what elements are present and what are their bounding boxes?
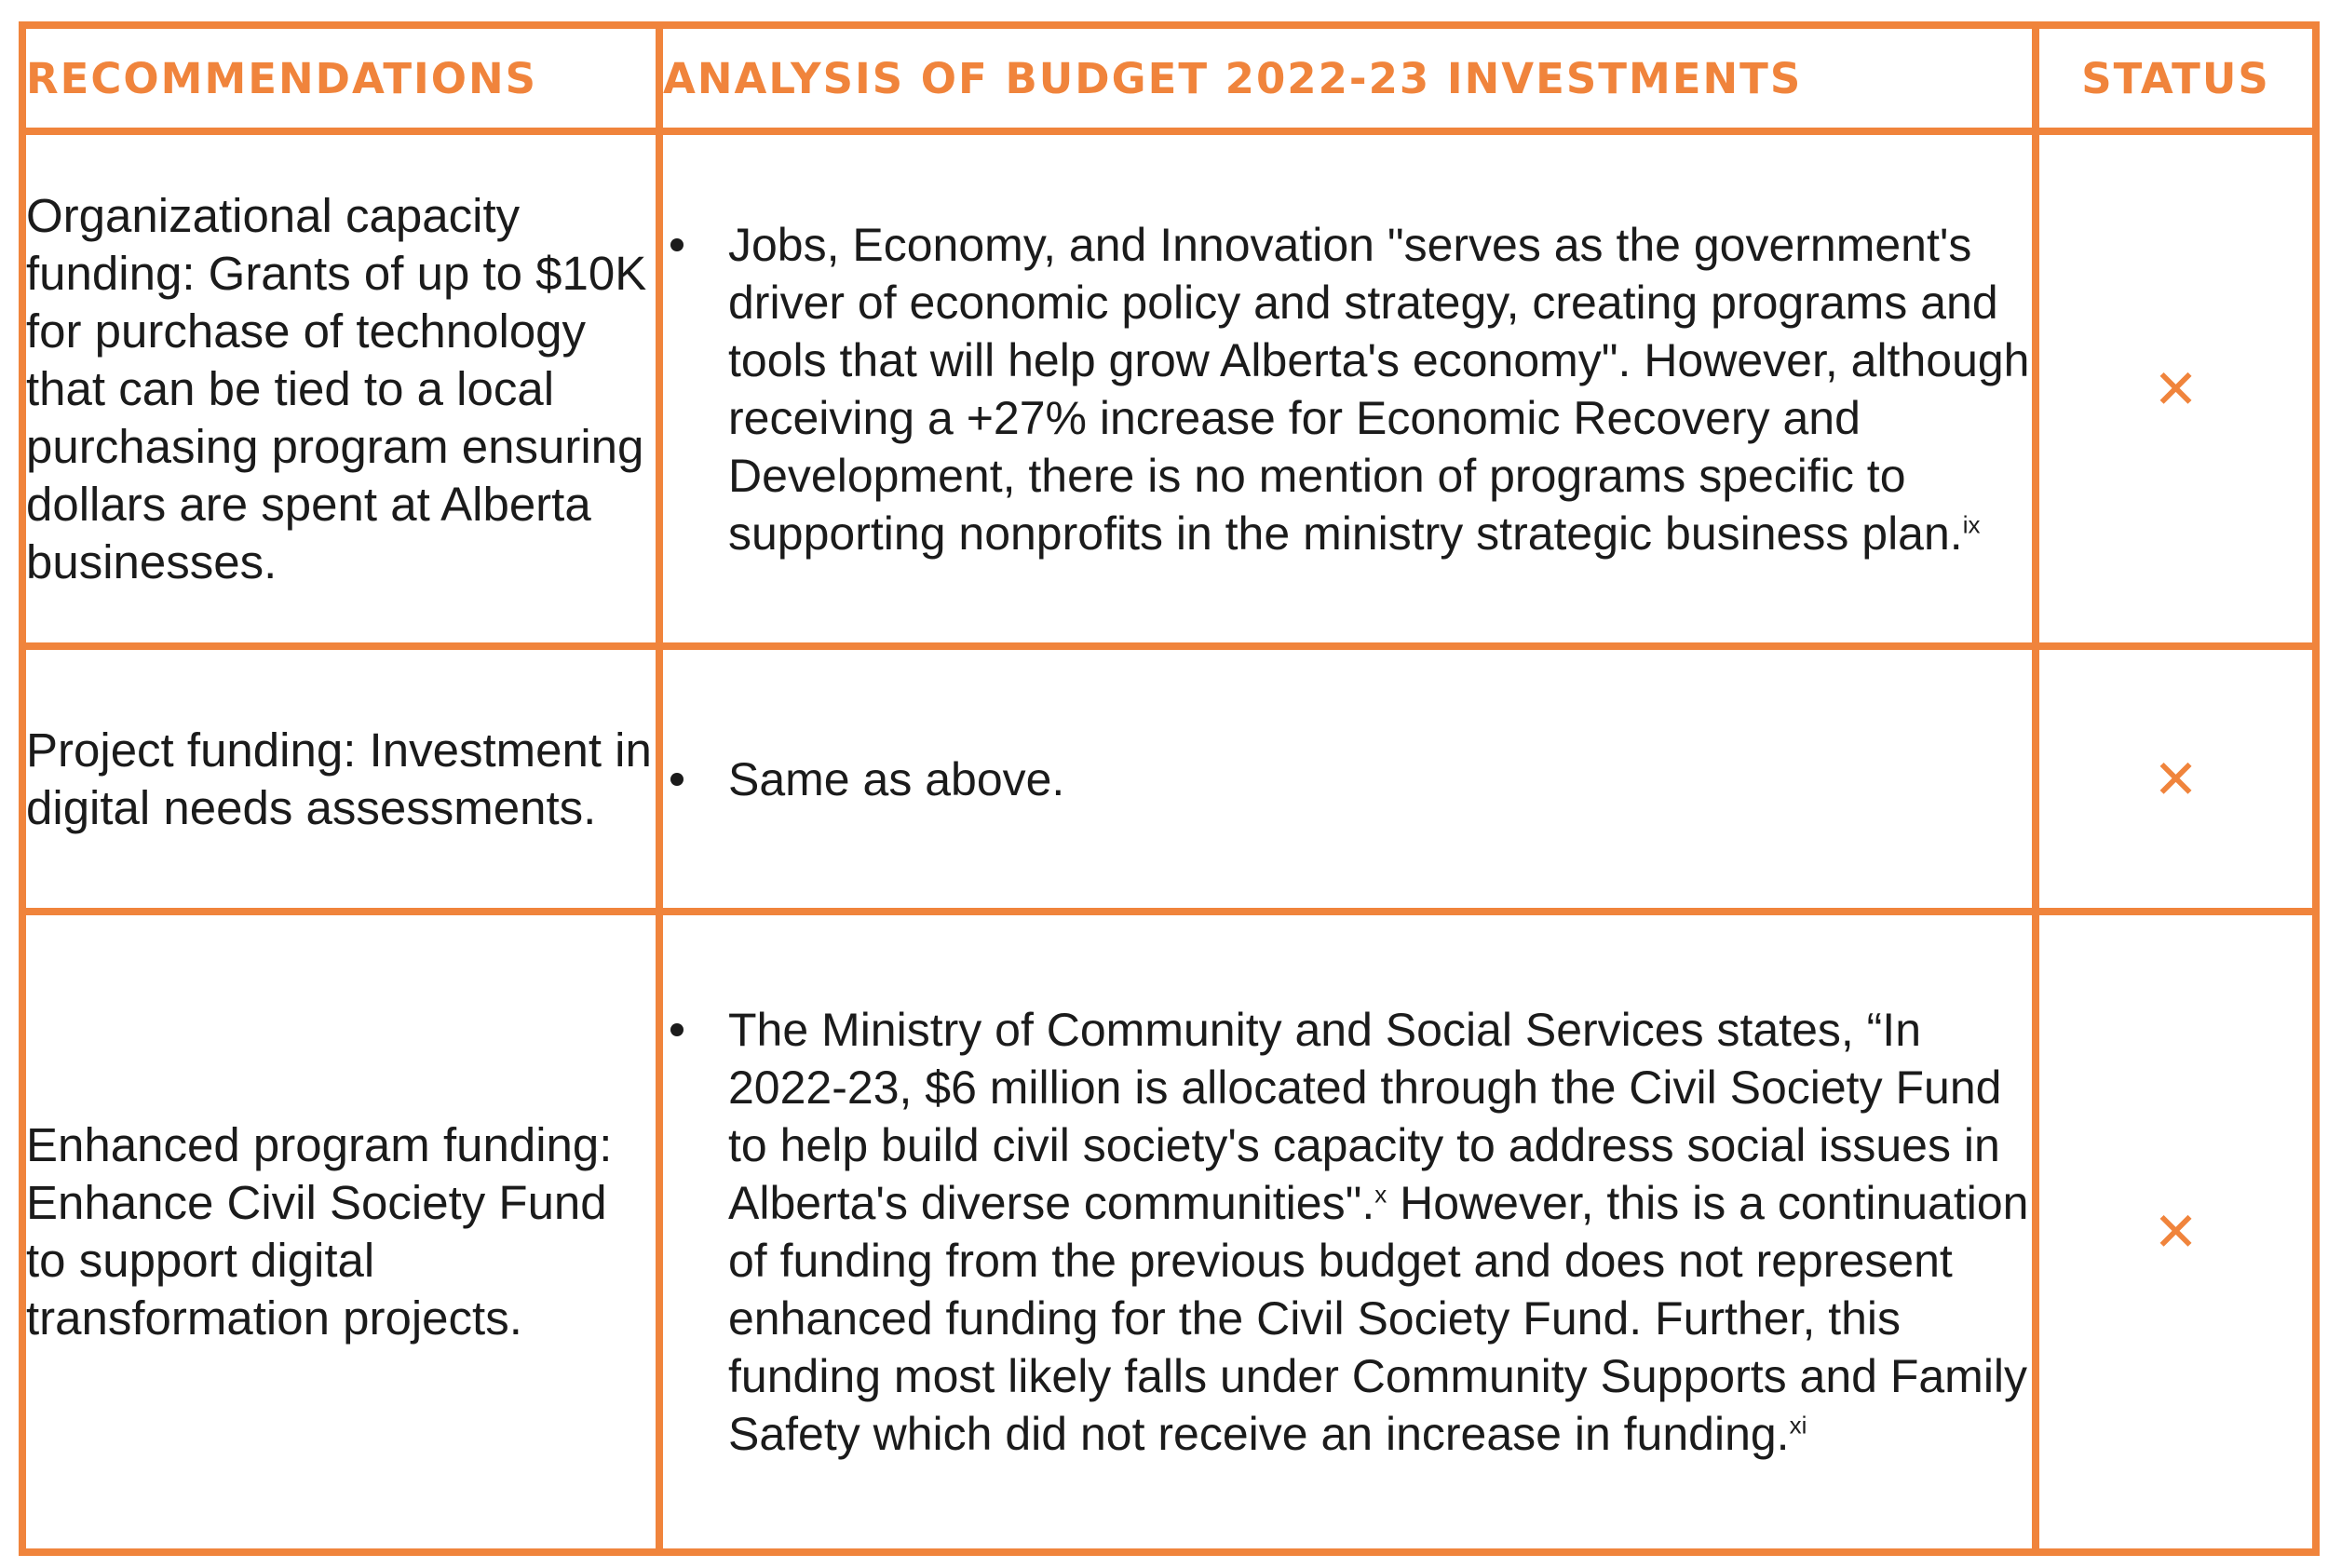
status-cell bbox=[2036, 131, 2316, 646]
analysis-list bbox=[663, 750, 2032, 808]
analysis-list bbox=[663, 216, 2032, 562]
analysis-cell bbox=[659, 912, 2036, 1552]
x-mark-icon: ✕ bbox=[2153, 1200, 2199, 1264]
analysis-text: Same as above. bbox=[728, 752, 1065, 805]
footnote-marker: xi bbox=[1789, 1411, 1807, 1440]
header-recommendations: RECOMMENDATIONS bbox=[22, 25, 659, 131]
analysis-bullet bbox=[663, 1001, 2032, 1463]
table-row bbox=[22, 131, 2316, 646]
status-cell bbox=[2036, 912, 2316, 1552]
recommendation-cell: Project funding: Investment in digital needs assessments. bbox=[22, 646, 659, 912]
analysis-bullet bbox=[663, 750, 2032, 808]
analysis-text-part2: However, this is a continuation of funding from the previous budget and does not represent enhanced funding for the Civil Society Fund. Further, this funding most likely falls under Community Supports and Family Safety which did not receive an increase in funding. bbox=[728, 1177, 2029, 1460]
recommendation-cell: Enhanced program funding: Enhance Civil Society Fund to support digital transformation projects. bbox=[22, 912, 659, 1552]
footnote-marker: x bbox=[1374, 1180, 1387, 1209]
header-status: STATUS bbox=[2036, 25, 2316, 131]
analysis-text-part1: The Ministry of Community and Social Services states, “In 2022-23, $6 million is allocated through the Civil Society Fund to help build civil society's capacity to address social issues in Alberta's diverse communities". bbox=[728, 1004, 2002, 1229]
x-mark-icon: ✕ bbox=[2153, 357, 2199, 421]
bullet-dot-icon bbox=[670, 1023, 684, 1036]
header-analysis: ANALYSIS OF BUDGET 2022-23 INVESTMENTS bbox=[659, 25, 2036, 131]
analysis-cell bbox=[659, 646, 2036, 912]
recommendation-cell: Organizational capacity funding: Grants of up to $10K for purchase of technology that can be tied to a local purchasing program ensuring dollars are spent at Alberta businesses. bbox=[22, 131, 659, 646]
bullet-dot-icon bbox=[670, 238, 684, 251]
analysis-list bbox=[663, 1001, 2032, 1463]
table-row bbox=[22, 646, 2316, 912]
status-cell bbox=[2036, 646, 2316, 912]
x-mark-icon: ✕ bbox=[2153, 747, 2199, 811]
analysis-text: Jobs, Economy, and Innovation "serves as the government's driver of economic policy and strategy, creating programs and tools that will help grow Alberta's economy". However, although receiving a +27% increase for Economic Recovery and Development, there is no mention of programs specific to supporting nonprofits in the ministry strategic business plan. bbox=[728, 218, 2030, 560]
footnote-marker: ix bbox=[1962, 509, 1981, 538]
budget-analysis-table bbox=[19, 21, 2320, 1556]
bullet-dot-icon bbox=[670, 773, 684, 786]
analysis-cell bbox=[659, 131, 2036, 646]
table-header-row bbox=[22, 25, 2316, 131]
table-row bbox=[22, 912, 2316, 1552]
analysis-bullet bbox=[663, 216, 2032, 562]
